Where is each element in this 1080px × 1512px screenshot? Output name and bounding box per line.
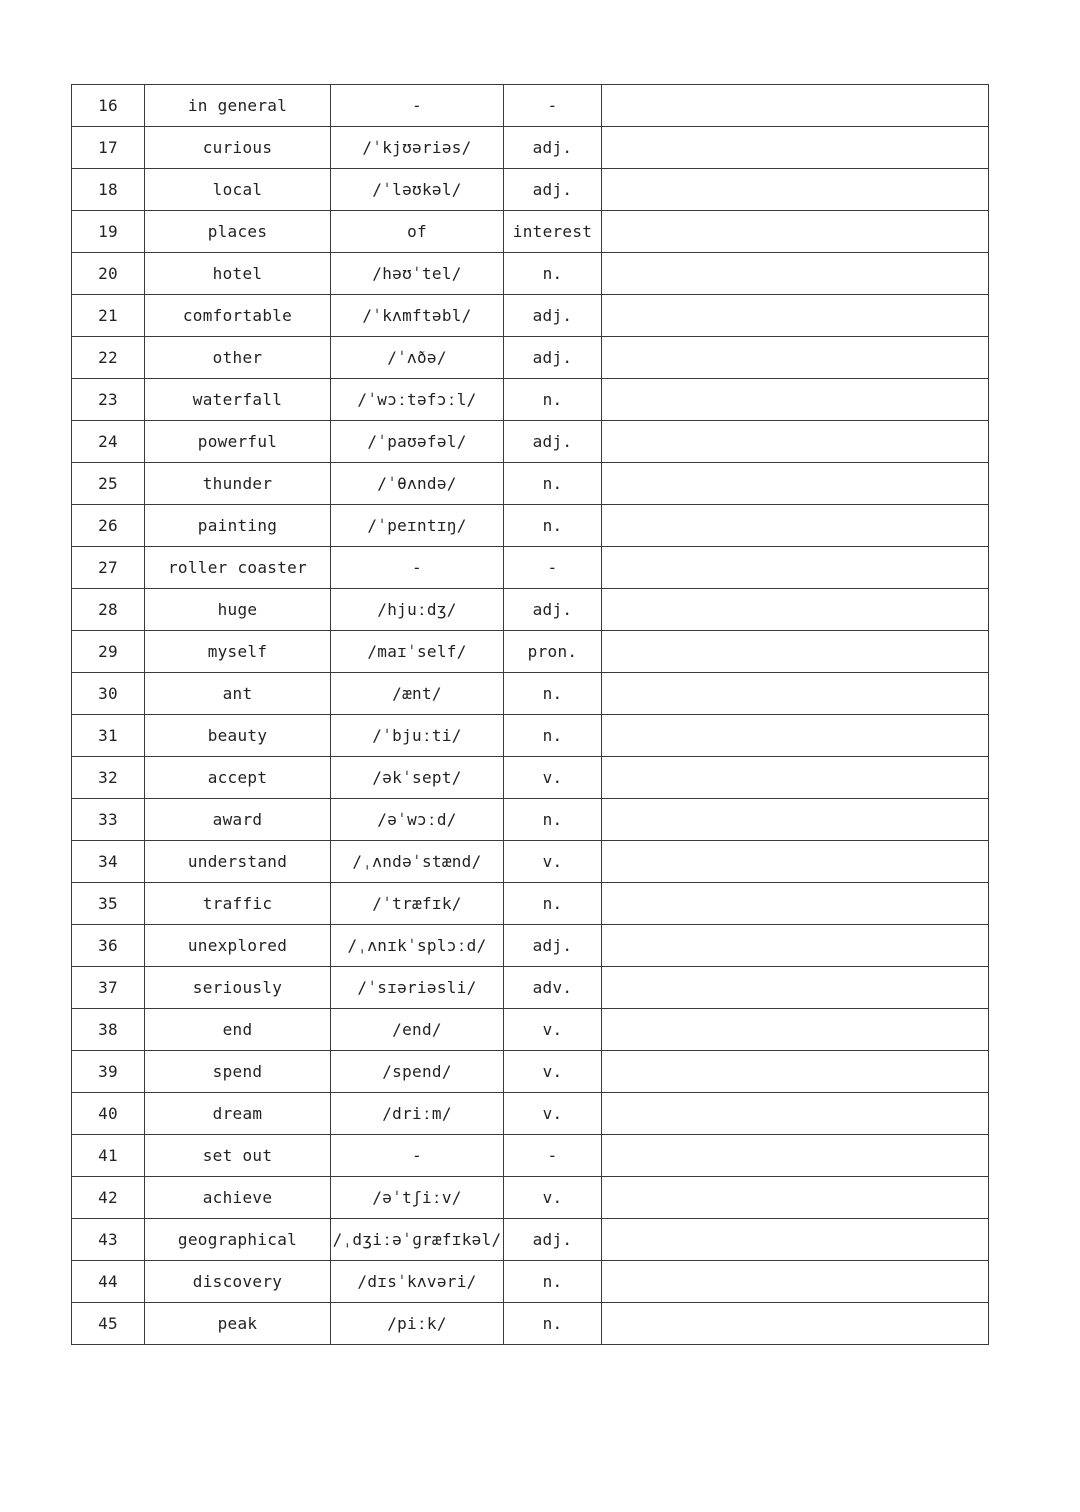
table-row <box>72 1009 989 1051</box>
table-row <box>72 547 989 589</box>
phonetic-cell: /əˈwɔːd/ <box>331 799 504 841</box>
table-row <box>72 715 989 757</box>
word-cell: unexplored <box>145 925 331 967</box>
row-number: 23 <box>72 379 145 421</box>
word-cell: ant <box>145 673 331 715</box>
row-number: 21 <box>72 295 145 337</box>
blank-answer-cell <box>602 421 989 463</box>
row-number: 40 <box>72 1093 145 1135</box>
row-number: 43 <box>72 1219 145 1261</box>
table-row <box>72 1177 989 1219</box>
blank-answer-cell <box>602 505 989 547</box>
table-row <box>72 757 989 799</box>
phonetic-cell: /maɪˈself/ <box>331 631 504 673</box>
part-of-speech-cell: n. <box>504 883 602 925</box>
table-row <box>72 379 989 421</box>
part-of-speech-cell: v. <box>504 1177 602 1219</box>
phonetic-cell: /ˈbjuːti/ <box>331 715 504 757</box>
part-of-speech-cell: - <box>504 1135 602 1177</box>
table-row <box>72 211 989 253</box>
part-of-speech-cell: n. <box>504 799 602 841</box>
blank-answer-cell <box>602 1303 989 1345</box>
row-number: 27 <box>72 547 145 589</box>
part-of-speech-cell: n. <box>504 379 602 421</box>
word-cell: curious <box>145 127 331 169</box>
phonetic-cell: - <box>331 547 504 589</box>
phonetic-cell: /həʊˈtel/ <box>331 253 504 295</box>
blank-answer-cell <box>602 463 989 505</box>
word-cell: seriously <box>145 967 331 1009</box>
blank-answer-cell <box>602 589 989 631</box>
blank-answer-cell <box>602 1135 989 1177</box>
part-of-speech-cell: interest <box>504 211 602 253</box>
blank-answer-cell <box>602 85 989 127</box>
blank-answer-cell <box>602 1261 989 1303</box>
word-cell: places <box>145 211 331 253</box>
table-row <box>72 337 989 379</box>
blank-answer-cell <box>602 925 989 967</box>
word-cell: beauty <box>145 715 331 757</box>
row-number: 41 <box>72 1135 145 1177</box>
part-of-speech-cell: adj. <box>504 337 602 379</box>
word-cell: accept <box>145 757 331 799</box>
blank-answer-cell <box>602 1051 989 1093</box>
row-number: 34 <box>72 841 145 883</box>
blank-answer-cell <box>602 1177 989 1219</box>
row-number: 16 <box>72 85 145 127</box>
part-of-speech-cell: n. <box>504 673 602 715</box>
part-of-speech-cell: adj. <box>504 1219 602 1261</box>
phonetic-cell: /driːm/ <box>331 1093 504 1135</box>
table-row <box>72 799 989 841</box>
blank-answer-cell <box>602 211 989 253</box>
table-row <box>72 1051 989 1093</box>
phonetic-cell: /ˈkjʊəriəs/ <box>331 127 504 169</box>
table-row <box>72 1303 989 1345</box>
table-row <box>72 253 989 295</box>
word-cell: discovery <box>145 1261 331 1303</box>
blank-answer-cell <box>602 799 989 841</box>
word-cell: hotel <box>145 253 331 295</box>
blank-answer-cell <box>602 1093 989 1135</box>
table-row <box>72 1135 989 1177</box>
row-number: 37 <box>72 967 145 1009</box>
phonetic-cell: /ˌdʒiːəˈɡræfɪkəl/ <box>331 1219 504 1261</box>
row-number: 29 <box>72 631 145 673</box>
blank-answer-cell <box>602 883 989 925</box>
phonetic-cell: /piːk/ <box>331 1303 504 1345</box>
row-number: 36 <box>72 925 145 967</box>
table-row <box>72 967 989 1009</box>
word-cell: waterfall <box>145 379 331 421</box>
blank-answer-cell <box>602 169 989 211</box>
part-of-speech-cell: adj. <box>504 169 602 211</box>
table-row <box>72 1093 989 1135</box>
part-of-speech-cell: - <box>504 85 602 127</box>
blank-answer-cell <box>602 841 989 883</box>
row-number: 33 <box>72 799 145 841</box>
part-of-speech-cell: adj. <box>504 925 602 967</box>
word-cell: huge <box>145 589 331 631</box>
table-row <box>72 85 989 127</box>
table-row <box>72 673 989 715</box>
part-of-speech-cell: n. <box>504 1261 602 1303</box>
phonetic-cell: /ˈʌðə/ <box>331 337 504 379</box>
row-number: 26 <box>72 505 145 547</box>
phonetic-cell: /ˈpaʊəfəl/ <box>331 421 504 463</box>
row-number: 39 <box>72 1051 145 1093</box>
phonetic-cell: /ˈkʌmftəbl/ <box>331 295 504 337</box>
part-of-speech-cell: adj. <box>504 127 602 169</box>
row-number: 28 <box>72 589 145 631</box>
part-of-speech-cell: n. <box>504 715 602 757</box>
phonetic-cell: - <box>331 1135 504 1177</box>
part-of-speech-cell: adv. <box>504 967 602 1009</box>
phonetic-cell: /ˈθʌndə/ <box>331 463 504 505</box>
part-of-speech-cell: adj. <box>504 295 602 337</box>
table-row <box>72 1261 989 1303</box>
word-cell: traffic <box>145 883 331 925</box>
word-cell: peak <box>145 1303 331 1345</box>
word-cell: dream <box>145 1093 331 1135</box>
phonetic-cell: /ˈpeɪntɪŋ/ <box>331 505 504 547</box>
row-number: 17 <box>72 127 145 169</box>
part-of-speech-cell: n. <box>504 505 602 547</box>
row-number: 18 <box>72 169 145 211</box>
blank-answer-cell <box>602 757 989 799</box>
vocabulary-table-body <box>72 85 989 1345</box>
table-row <box>72 505 989 547</box>
word-cell: myself <box>145 631 331 673</box>
blank-answer-cell <box>602 1009 989 1051</box>
phonetic-cell: /ˈtræfɪk/ <box>331 883 504 925</box>
phonetic-cell: /ˈsɪəriəsli/ <box>331 967 504 1009</box>
part-of-speech-cell: n. <box>504 1303 602 1345</box>
blank-answer-cell <box>602 547 989 589</box>
blank-answer-cell <box>602 1219 989 1261</box>
blank-answer-cell <box>602 715 989 757</box>
phonetic-cell: /end/ <box>331 1009 504 1051</box>
part-of-speech-cell: pron. <box>504 631 602 673</box>
part-of-speech-cell: v. <box>504 1051 602 1093</box>
part-of-speech-cell: n. <box>504 463 602 505</box>
blank-answer-cell <box>602 337 989 379</box>
word-cell: comfortable <box>145 295 331 337</box>
row-number: 31 <box>72 715 145 757</box>
word-cell: thunder <box>145 463 331 505</box>
part-of-speech-cell: adj. <box>504 589 602 631</box>
phonetic-cell: /ˈləʊkəl/ <box>331 169 504 211</box>
part-of-speech-cell: adj. <box>504 421 602 463</box>
word-cell: award <box>145 799 331 841</box>
table-row <box>72 883 989 925</box>
word-cell: roller coaster <box>145 547 331 589</box>
blank-answer-cell <box>602 253 989 295</box>
row-number: 30 <box>72 673 145 715</box>
phonetic-cell: /ˈwɔːtəfɔːl/ <box>331 379 504 421</box>
phonetic-cell: /əkˈsept/ <box>331 757 504 799</box>
phonetic-cell: /spend/ <box>331 1051 504 1093</box>
word-cell: local <box>145 169 331 211</box>
row-number: 32 <box>72 757 145 799</box>
row-number: 35 <box>72 883 145 925</box>
phonetic-cell: - <box>331 85 504 127</box>
row-number: 38 <box>72 1009 145 1051</box>
word-cell: painting <box>145 505 331 547</box>
phonetic-cell: /ˌʌndəˈstænd/ <box>331 841 504 883</box>
table-row <box>72 127 989 169</box>
blank-answer-cell <box>602 379 989 421</box>
phonetic-cell: /əˈtʃiːv/ <box>331 1177 504 1219</box>
blank-answer-cell <box>602 673 989 715</box>
phonetic-cell: /ˌʌnɪkˈsplɔːd/ <box>331 925 504 967</box>
blank-answer-cell <box>602 127 989 169</box>
phonetic-cell: /hjuːdʒ/ <box>331 589 504 631</box>
row-number: 25 <box>72 463 145 505</box>
row-number: 22 <box>72 337 145 379</box>
word-cell: powerful <box>145 421 331 463</box>
table-row <box>72 463 989 505</box>
phonetic-cell: /ænt/ <box>331 673 504 715</box>
row-number: 42 <box>72 1177 145 1219</box>
blank-answer-cell <box>602 967 989 1009</box>
word-cell: end <box>145 1009 331 1051</box>
part-of-speech-cell: n. <box>504 253 602 295</box>
row-number: 20 <box>72 253 145 295</box>
phonetic-cell: of <box>331 211 504 253</box>
table-row <box>72 925 989 967</box>
part-of-speech-cell: v. <box>504 1093 602 1135</box>
table-row <box>72 169 989 211</box>
part-of-speech-cell: v. <box>504 841 602 883</box>
word-cell: geographical <box>145 1219 331 1261</box>
word-cell: other <box>145 337 331 379</box>
blank-answer-cell <box>602 295 989 337</box>
row-number: 19 <box>72 211 145 253</box>
row-number: 45 <box>72 1303 145 1345</box>
part-of-speech-cell: - <box>504 547 602 589</box>
vocabulary-table <box>71 84 989 1345</box>
table-row <box>72 295 989 337</box>
part-of-speech-cell: v. <box>504 1009 602 1051</box>
row-number: 44 <box>72 1261 145 1303</box>
table-row <box>72 421 989 463</box>
row-number: 24 <box>72 421 145 463</box>
table-row <box>72 841 989 883</box>
word-cell: spend <box>145 1051 331 1093</box>
table-row <box>72 589 989 631</box>
blank-answer-cell <box>602 631 989 673</box>
word-cell: understand <box>145 841 331 883</box>
word-cell: set out <box>145 1135 331 1177</box>
word-cell: achieve <box>145 1177 331 1219</box>
table-row <box>72 631 989 673</box>
phonetic-cell: /dɪsˈkʌvəri/ <box>331 1261 504 1303</box>
table-row <box>72 1219 989 1261</box>
part-of-speech-cell: v. <box>504 757 602 799</box>
word-cell: in general <box>145 85 331 127</box>
